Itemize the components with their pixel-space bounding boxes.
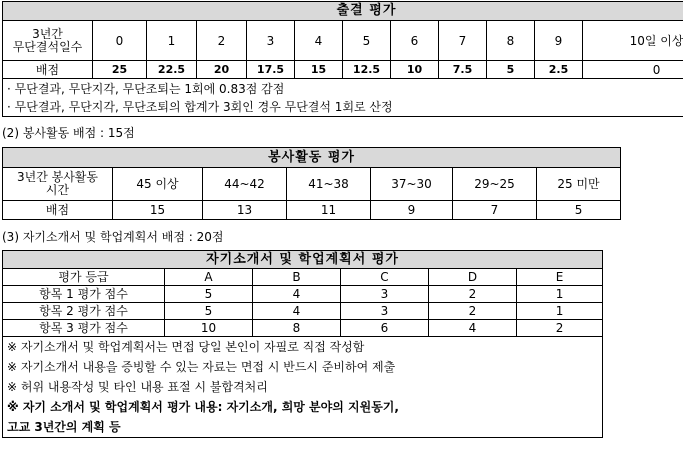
volunteer-section-label: (2) 봉사활동 배점 : 15점 <box>2 126 135 140</box>
attendance-col: 10일 이상 <box>583 21 683 61</box>
essay-cell: 5 <box>165 303 253 320</box>
attendance-score-label: 배점 <box>3 61 93 79</box>
attendance-note: · 무단결과, 무단지각, 무단조퇴는 1회에 0.83점 감점 <box>7 81 285 96</box>
essay-row-label: 항목 3 평가 점수 <box>3 320 165 337</box>
attendance-score: 12.5 <box>343 61 391 79</box>
attendance-row-header: 3년간 무단결석일수 <box>3 21 93 61</box>
attendance-notes <box>3 79 683 117</box>
essay-cell: 2 <box>517 320 603 337</box>
essay-notes <box>3 337 603 438</box>
essay-section-label: (3) 자기소개서 및 학업계획서 배점 : 20점 <box>2 230 224 244</box>
volunteer-col: 29~25 <box>453 168 537 201</box>
attendance-score: 0 <box>583 61 683 79</box>
attendance-col: 7 <box>439 21 487 61</box>
volunteer-score: 13 <box>203 201 287 220</box>
essay-note: ※ 허위 내용작성 및 타인 내용 표절 시 불합격처리 <box>7 380 268 394</box>
essay-grade-label: 평가 등급 <box>3 269 165 286</box>
volunteer-col: 37~30 <box>371 168 453 201</box>
volunteer-col: 44~42 <box>203 168 287 201</box>
essay-cell: 8 <box>253 320 341 337</box>
attendance-col: 5 <box>343 21 391 61</box>
volunteer-col: 45 이상 <box>113 168 203 201</box>
attendance-title: 출결 평가 <box>3 2 683 21</box>
essay-cell: 4 <box>429 320 517 337</box>
essay-title: 자기소개서 및 학업계획서 평가 <box>3 251 603 269</box>
attendance-col: 8 <box>487 21 535 61</box>
essay-cell: 2 <box>429 286 517 303</box>
attendance-col: 4 <box>295 21 343 61</box>
volunteer-col: 25 미만 <box>537 168 621 201</box>
essay-cell: 1 <box>517 286 603 303</box>
essay-note: ※ 자기소개서 및 학업계획서는 면접 당일 본인이 자필로 직접 작성함 <box>7 340 365 354</box>
essay-grade: E <box>517 269 603 286</box>
attendance-table <box>2 1 683 117</box>
attendance-col: 9 <box>535 21 583 61</box>
essay-grade: B <box>253 269 341 286</box>
attendance-col: 1 <box>147 21 197 61</box>
volunteer-table <box>2 147 621 220</box>
attendance-score: 15 <box>295 61 343 79</box>
essay-note: ※ 자기소개서 내용을 증빙할 수 있는 자료는 면접 시 반드시 준비하여 제출 <box>7 360 396 374</box>
attendance-score: 17.5 <box>247 61 295 79</box>
essay-cell: 4 <box>253 286 341 303</box>
attendance-score: 20 <box>197 61 247 79</box>
attendance-col: 0 <box>93 21 147 61</box>
attendance-col: 6 <box>391 21 439 61</box>
attendance-note: · 무단결과, 무단지각, 무단조퇴의 합계가 3회인 경우 무단결석 1회로 산정 <box>7 99 393 114</box>
essay-cell: 10 <box>165 320 253 337</box>
essay-grade: A <box>165 269 253 286</box>
essay-row-label: 항목 2 평가 점수 <box>3 303 165 320</box>
essay-cell: 1 <box>517 303 603 320</box>
volunteer-score-label: 배점 <box>3 201 113 220</box>
attendance-col: 2 <box>197 21 247 61</box>
attendance-score: 10 <box>391 61 439 79</box>
volunteer-title: 봉사활동 평가 <box>3 148 621 168</box>
essay-cell: 5 <box>165 286 253 303</box>
essay-cell: 6 <box>341 320 429 337</box>
essay-grade: C <box>341 269 429 286</box>
volunteer-score: 5 <box>537 201 621 220</box>
volunteer-score: 15 <box>113 201 203 220</box>
attendance-score: 5 <box>487 61 535 79</box>
volunteer-score: 9 <box>371 201 453 220</box>
volunteer-col: 41~38 <box>287 168 371 201</box>
essay-cell: 3 <box>341 303 429 320</box>
attendance-score: 25 <box>93 61 147 79</box>
volunteer-score: 11 <box>287 201 371 220</box>
essay-cell: 3 <box>341 286 429 303</box>
attendance-score: 2.5 <box>535 61 583 79</box>
essay-bold-note: 고교 3년간의 계획 등 <box>7 420 121 434</box>
volunteer-score: 7 <box>453 201 537 220</box>
essay-cell: 4 <box>253 303 341 320</box>
volunteer-row-header: 3년간 봉사활동 시간 <box>3 168 113 201</box>
essay-row-label: 항목 1 평가 점수 <box>3 286 165 303</box>
essay-grade: D <box>429 269 517 286</box>
essay-cell: 2 <box>429 303 517 320</box>
attendance-score: 22.5 <box>147 61 197 79</box>
essay-table <box>2 250 603 438</box>
essay-bold-note: ※ 자기 소개서 및 학업계획서 평가 내용: 자기소개, 희망 분야의 지원동기, <box>7 400 399 414</box>
attendance-col: 3 <box>247 21 295 61</box>
attendance-score: 7.5 <box>439 61 487 79</box>
